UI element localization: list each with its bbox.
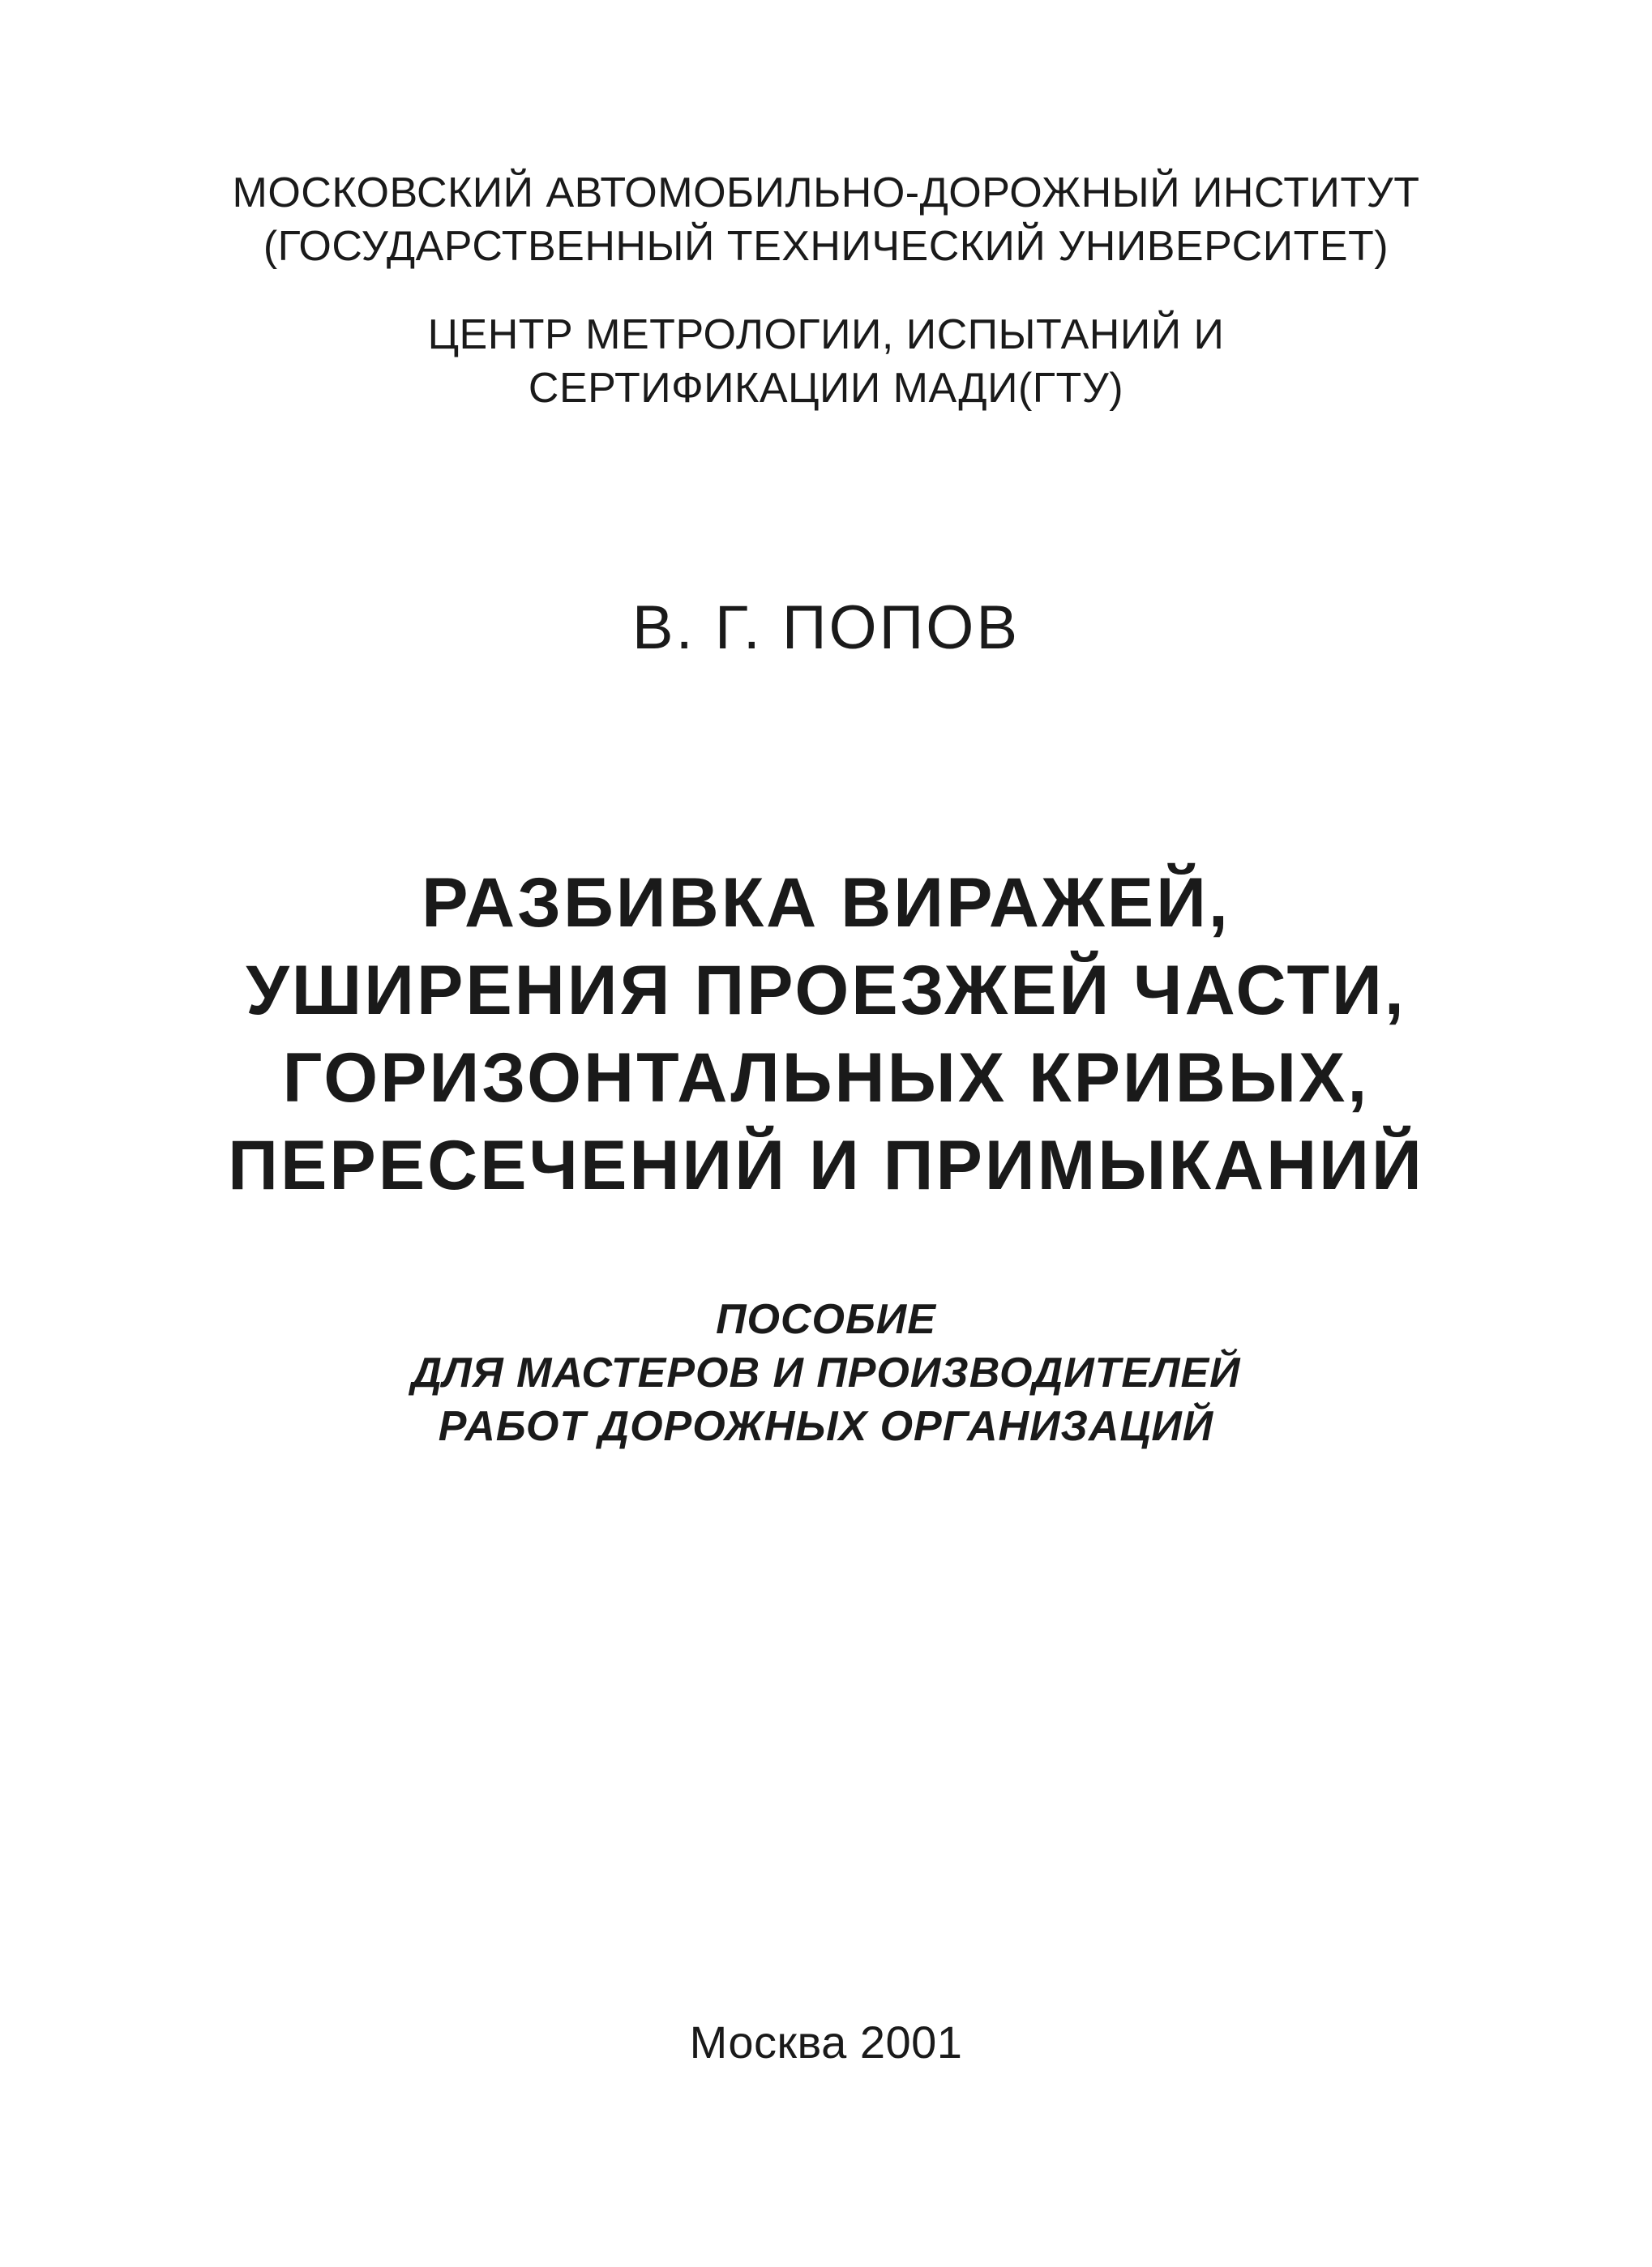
institute-line-1: МОСКОВСКИЙ АВТОМОБИЛЬНО-ДОРОЖНЫЙ ИНСТИТУТ (232, 169, 1420, 216)
title-line-3: ГОРИЗОНТАЛЬНЫХ КРИВЫХ, (282, 1039, 1370, 1117)
subtitle-line-2: ДЛЯ МАСТЕРОВ И ПРОИЗВОДИТЕЛЕЙ (411, 1350, 1241, 1397)
center-line-1: ЦЕНТР МЕТРОЛОГИИ, ИСПЫТАНИЙ И (427, 311, 1225, 358)
title-line-2: УШИРЕНИЯ ПРОЕЗЖЕЙ ЧАСТИ, (246, 952, 1406, 1029)
institute-line-2: (ГОСУДАРСТВЕННЫЙ ТЕХНИЧЕСКИЙ УНИВЕРСИТЕТ) (263, 223, 1389, 270)
city-year-text: Москва 2001 (689, 2017, 963, 2068)
document-title (0, 859, 1652, 1209)
institute-name (0, 166, 1652, 273)
title-line-4: ПЕРЕСЕЧЕНИЙ И ПРИМЫКАНИЙ (228, 1127, 1424, 1204)
title-line-1: РАЗБИВКА ВИРАЖЕЙ, (422, 864, 1230, 942)
author-text: В. Г. ПОПОВ (631, 593, 1021, 662)
subtitle-line-3: РАБОТ ДОРОЖНЫХ ОРГАНИЗАЦИЙ (438, 1403, 1214, 1450)
subtitle-line-1: ПОСОБИЕ (716, 1296, 936, 1343)
center-line-2: СЕРТИФИКАЦИИ МАДИ(ГТУ) (528, 365, 1124, 412)
publication-place-year (0, 2014, 1652, 2071)
document-subtitle (0, 1293, 1652, 1453)
center-name (0, 308, 1652, 415)
author-name (0, 592, 1652, 665)
